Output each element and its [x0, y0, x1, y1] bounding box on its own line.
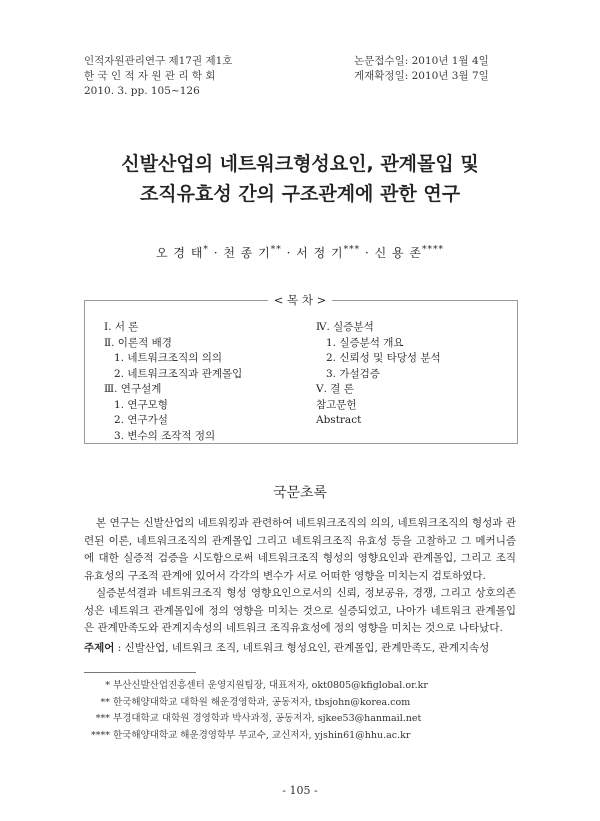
- title-line-1: 신발산업의 네트워크형성요인, 관계몰입 및: [121, 153, 479, 175]
- toc-left-column: [104, 320, 242, 444]
- author-4-mark: ****: [421, 245, 444, 255]
- abstract-paragraph: 본 연구는 신발산업의 네트워킹과 관련하여 네트워크조직의 의의, 네트워크조직의 형성과 관련된 이론, 네트워크조직의 관계몰입 그리고 네트워크조직 유효성 등을 고찰하고 그 메커니즘에 대한 실증적 검증을 시도함으로써 네트워크조직 형성의 영향요인과 관계몰입, 그리고 조직유효성의 구조적 관계에 있어서 각각의 변수가 서로 어떠한 영향을 미치는지 검토하였다.: [84, 517, 516, 582]
- toc-item: 1. 연구모형: [114, 398, 168, 411]
- submission-dates: [354, 54, 514, 84]
- footnote-mark: *: [105, 680, 110, 691]
- footnote: [84, 695, 428, 712]
- author-2: 천 종 기: [223, 246, 271, 260]
- toc-item: 2. 네트워크조직과 관계몰입: [114, 367, 243, 380]
- toc-right-column: [316, 320, 441, 429]
- author-3: 서 정 기: [296, 246, 344, 260]
- keywords-text: : 신발산업, 네트워크 조직, 네트워크 형성요인, 관계몰입, 관계만족도, 관계지속성: [114, 642, 490, 654]
- received-date: 논문접수일: 2010년 1월 4일: [354, 55, 489, 67]
- author-separator: ·: [360, 246, 375, 260]
- toc-item: Ⅴ. 결 론: [316, 383, 354, 395]
- toc-item: Ⅰ. 서 론: [104, 321, 139, 333]
- footnote: [84, 711, 428, 728]
- toc-item: Ⅱ. 이론적 배경: [104, 336, 172, 349]
- society-name: 한 국 인 적 자 원 관 리 학 회: [84, 70, 216, 82]
- keywords-label: 주제어: [84, 642, 115, 654]
- author-4: 신 용 존: [374, 246, 422, 260]
- toc-item: Ⅲ. 연구설계: [104, 383, 162, 395]
- toc-item: 3. 변수의 조작적 정의: [114, 429, 216, 442]
- author-2-mark: **: [270, 245, 282, 255]
- abstract-title: 국문초록: [272, 485, 328, 501]
- issue-info: 2010. 3. pp. 105~126: [84, 85, 200, 97]
- author-separator: ·: [281, 246, 297, 260]
- toc-item: 1. 실증분석 개요: [326, 336, 404, 349]
- footnote-divider: [84, 672, 196, 673]
- footnote-mark: **: [100, 696, 110, 708]
- toc-item: 2. 신뢰성 및 타당성 분석: [326, 352, 441, 364]
- toc-item: 2. 연구가설: [114, 414, 168, 426]
- author-3-mark: ***: [343, 245, 361, 255]
- toc-item: 3. 가설검증: [326, 367, 380, 380]
- footnote-mark: ****: [91, 729, 110, 741]
- author-1-mark: *: [203, 245, 209, 255]
- page-number: - 105 -: [282, 784, 318, 797]
- abstract-body: [84, 515, 516, 638]
- toc-title-text: < 목 차 >: [268, 293, 332, 307]
- title-line-2: 조직유효성 간의 구조관계에 관한 연구: [139, 183, 461, 205]
- footnote-text: 한국해양대학교 해운경영학부 부교수, 교신저자, yjshin61@hhu.ac.kr: [110, 729, 411, 741]
- author-1: 오 경 태: [156, 246, 204, 260]
- journal-name: 인적자원관리연구 제17권 제1호: [84, 55, 233, 67]
- toc-item: 참고문헌: [316, 398, 357, 411]
- author-list: [0, 244, 600, 261]
- toc-item: Ⅳ. 실증분석: [316, 321, 374, 333]
- footnote: [84, 678, 428, 695]
- toc-item: Abstract: [316, 414, 362, 426]
- footnote: [84, 728, 428, 745]
- footnote-text: 한국해양대학교 대학원 해운경영학과, 공동저자, tbsjohn@korea.com: [110, 696, 411, 708]
- toc-title: [0, 292, 600, 308]
- footnote-text: 부경대학교 대학원 경영학과 박사과정, 공동저자, sjkee53@hanmail.net: [110, 713, 422, 724]
- footnote-mark: ***: [95, 713, 110, 724]
- keywords: [84, 640, 516, 657]
- accepted-date: 게재확정일: 2010년 3월 7일: [354, 70, 489, 82]
- footnote-text: 부산신발산업진흥센터 운영지원팀장, 대표저자, okt0805@kfiglobal.or.kr: [110, 680, 428, 691]
- paper-title: [0, 149, 600, 209]
- author-separator: ·: [208, 246, 224, 260]
- footnotes: [84, 678, 428, 744]
- journal-info: [84, 54, 232, 99]
- toc-item: 1. 네트워크조직의 의의: [114, 352, 222, 364]
- abstract-paragraph: 실증분석결과 네트워크조직 형성 영향요인으로서의 신뢰, 정보공유, 경쟁, 그리고 상호의존성은 네트워크 관계몰입에 정의 영향을 미치는 것으로 실증되었고, 나아가 네트워크 관계몰입은 관계만족도와 관계지속성의 네트워크 조직유효성에 정의 영향을 미치는 것으로 나타났다.: [84, 587, 516, 634]
